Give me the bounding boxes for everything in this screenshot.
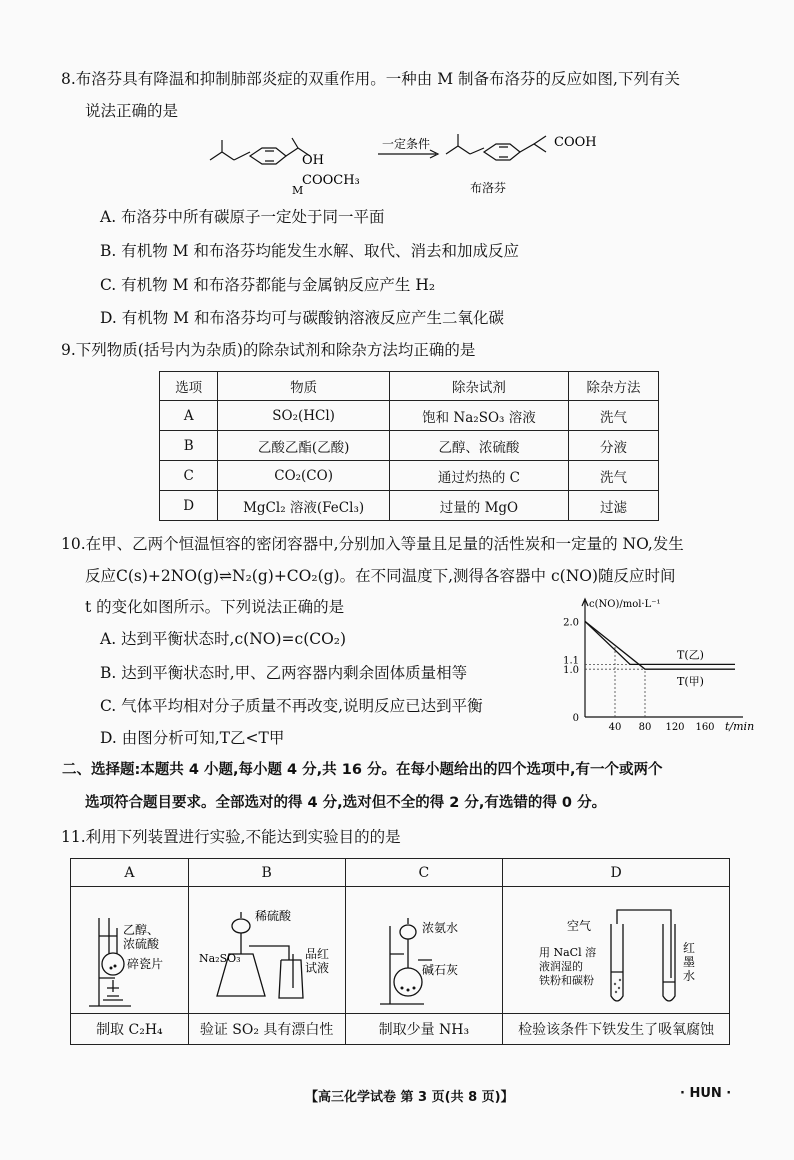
q11-d-label-nacl3: 铁粉和碳粉 [539,973,595,987]
q10-chart [555,593,755,738]
q11-apparatus-a [71,887,189,1014]
q11-c-label-sodalime: 碱石灰 [421,962,458,977]
q11-apparatus-c [345,887,503,1014]
q11-d-label-nacl2: 液润湿的 [539,959,584,973]
footer-region: · HUN · [680,1086,732,1101]
q11-header-d: D [503,859,730,887]
q8-product-acid: COOH [554,135,597,150]
q9-cell: A [160,401,218,431]
q11-header-a: A [71,859,189,887]
q11-caption-c: 制取少量 NH₃ [345,1014,503,1045]
q9-header-option: 选项 [160,372,218,401]
q8-m-oh: OH [302,153,324,168]
q11-a-label-acid: 浓硫酸 [123,936,160,951]
q8-m-label: M [292,184,304,197]
y-tick-label: 2.0 [563,617,579,629]
q9-cell: SO₂(HCl) [218,401,389,431]
q9-cell: 乙醇、浓硫酸 [389,431,568,461]
q11-d-label-nacl1: 用 NaCl 溶 [539,945,597,959]
q11-table [70,858,730,1045]
q8-option-b: B. 有机物 M 和布洛芬均能发生水解、取代、消去和加成反应 [100,242,519,260]
q9-header-method: 除杂方法 [569,372,659,401]
y-tick-label: 1.0 [563,665,579,677]
q9-cell: 过量的 MgO [389,491,568,521]
y-axis-label: c(NO)/mol·L⁻¹ [589,599,661,610]
q10-option-d: D. 由图分析可知,T乙<T甲 [100,729,285,747]
q11-caption-b: 验证 SO₂ 具有漂白性 [188,1014,345,1045]
x-tick-label: 120 [665,722,685,733]
q9-cell: 通过灼热的 C [389,461,568,491]
q11-a-label-ethanol: 乙醇、 [123,922,160,937]
q11-c-label-ammonia: 浓氨水 [421,920,458,935]
q11-d-label-red: 红 [683,940,696,955]
q8-reaction-scheme [200,128,620,200]
q11-d-label-ink: 墨 [683,954,696,969]
series-line [585,621,735,669]
q11-a-label-chips: 碎瓷片 [127,956,164,971]
q11-b-label-sulfite: Na₂SO₃ [198,951,241,965]
q8-stem-line1: 8.布洛芬具有降温和抑制肺部炎症的双重作用。一种由 M 制备布洛芬的反应如图,下列有关 [61,70,680,88]
q11-apparatus-d [503,887,730,1014]
section2-heading-line2: 选项符合题目要求。全部选对的得 4 分,选对但不全的得 2 分,有选错的得 0 分。 [85,795,607,811]
q9-stem: 9.下列物质(括号内为杂质)的除杂试剂和除杂方法均正确的是 [61,341,476,359]
q9-header-substance: 物质 [218,372,389,401]
q11-header-b: B [188,859,345,887]
q11-stem: 11.利用下列装置进行实验,不能达到实验目的的是 [61,828,401,846]
y-tick-label: 0 [572,713,579,724]
q9-cell: 分液 [569,431,659,461]
q9-cell: 洗气 [569,401,659,431]
q9-cell: 乙酸乙酯(乙酸) [218,431,389,461]
q8-condition: 一定条件 [382,137,431,151]
q9-cell: C [160,461,218,491]
q9-cell: D [160,491,218,521]
q10-stem-line2: 反应C(s)+2NO(g)⇌N₂(g)+CO₂(g)。在不同温度下,测得各容器中 c(NO)随反应时间 [85,567,676,585]
q10-option-c: C. 气体平均相对分子质量不再改变,说明反应已达到平衡 [100,697,483,715]
series-label: T(乙) [677,648,704,662]
q8-option-c: C. 有机物 M 和布洛芬都能与金属钠反应产生 H₂ [100,276,436,294]
q11-d-label-water: 水 [683,968,696,983]
q9-cell: 过滤 [569,491,659,521]
q9-cell: MgCl₂ 溶液(FeCl₃) [218,491,389,521]
q11-header-c: C [345,859,503,887]
q11-b-label-pinhong: 品红 [304,946,329,961]
q8-m-ester: COOCH₃ [302,173,360,188]
q11-d-label-air: 空气 [567,918,592,933]
q8-stem-line2: 说法正确的是 [85,102,179,120]
x-tick-label: 160 [695,722,715,733]
q9-table [159,371,659,521]
q11-caption-d: 检验该条件下铁发生了吸氧腐蚀 [503,1014,730,1045]
q8-option-d: D. 有机物 M 和布洛芬均可与碳酸钠溶液反应产生二氧化碳 [100,309,504,327]
q9-cell: 饱和 Na₂SO₃ 溶液 [389,401,568,431]
y-tick-label: 1.1 [563,655,579,667]
q10-option-a: A. 达到平衡状态时,c(NO)=c(CO₂) [100,630,347,648]
q11-b-label-solution: 试液 [304,960,329,975]
x-axis-label: t/min [725,720,755,733]
q8-product-label: 布洛芬 [470,181,507,195]
q9-header-reagent: 除杂试剂 [389,372,568,401]
x-tick-label: 40 [608,722,622,733]
q10-stem-line1: 10.在甲、乙两个恒温恒容的密闭容器中,分别加入等量且足量的活性炭和一定量的 NO,发生 [61,535,684,553]
q10-option-b: B. 达到平衡状态时,甲、乙两容器内剩余固体质量相等 [100,664,468,682]
series-line [585,621,735,664]
q11-caption-a: 制取 C₂H₄ [71,1014,189,1045]
section2-heading-line1: 二、选择题:本题共 4 小题,每小题 4 分,共 16 分。在每小题给出的四个选项中,有一个或两个 [62,762,663,778]
q8-option-a: A. 布洛芬中所有碳原子一定处于同一平面 [100,208,385,226]
footer-page-info: 【高三化学试卷 第 3 页(共 8 页)】 [305,1090,514,1105]
series-label: T(甲) [677,675,704,689]
q9-cell: 洗气 [569,461,659,491]
q11-b-label-acid: 稀硫酸 [254,908,291,923]
q9-cell: B [160,431,218,461]
x-tick-label: 80 [638,722,652,733]
q11-apparatus-b [188,887,345,1014]
q10-stem-line3: t 的变化如图所示。下列说法正确的是 [85,598,345,616]
q9-cell: CO₂(CO) [218,461,389,491]
